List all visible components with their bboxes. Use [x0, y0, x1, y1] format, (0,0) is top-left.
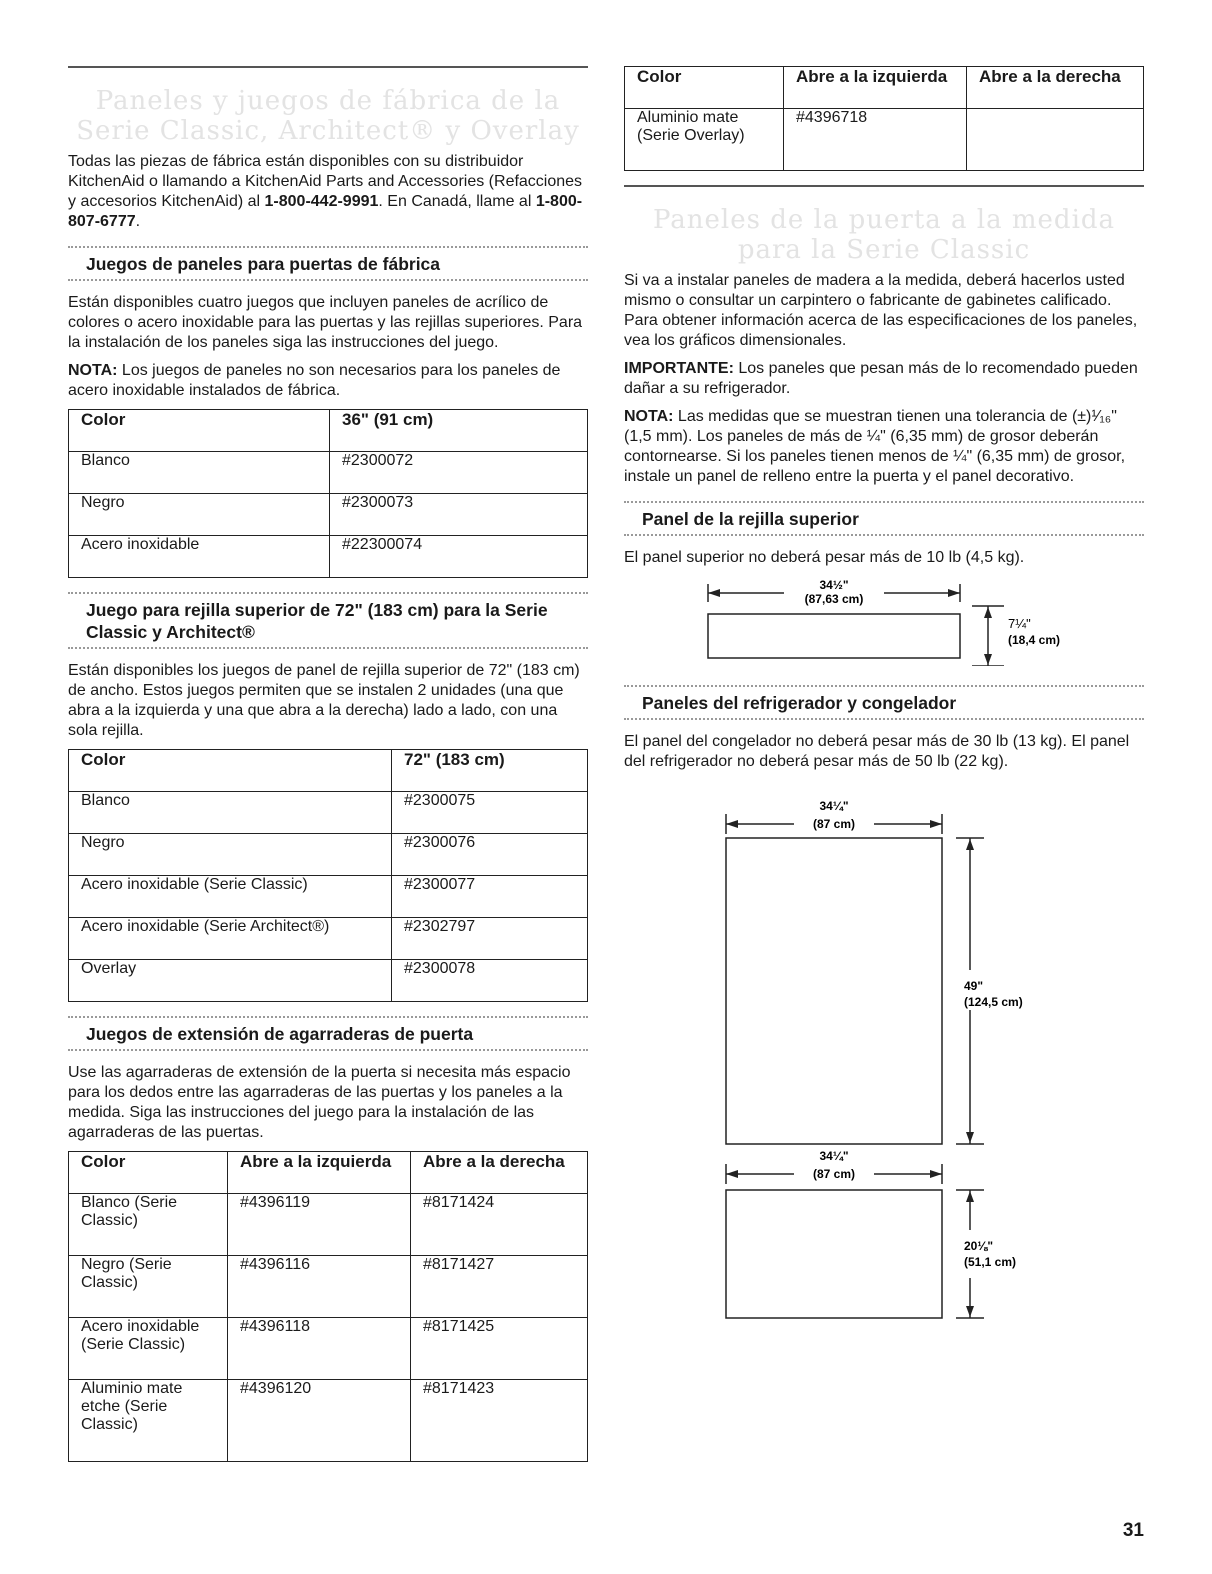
table-header: Abre a la derecha: [411, 1152, 588, 1194]
table-row: Aluminio mate etche (Serie Classic) #4396120 #8171423: [69, 1380, 588, 1462]
table-row: Negro #2300076: [69, 834, 588, 876]
top-height-label: 49": [964, 979, 984, 993]
height-cm-label: (18,4 cm): [1008, 633, 1061, 647]
overlay-table: [624, 66, 1144, 171]
bottom-height-cm-label: (51,1 cm): [964, 1255, 1017, 1269]
table-row: Acero inoxidable (Serie Classic) #2300077: [69, 876, 588, 918]
top-rule: [68, 66, 588, 68]
table-row: Acero inoxidable (Serie Architect®) #2302797: [69, 918, 588, 960]
width-cm-label: (87,63 cm): [804, 592, 864, 606]
table-header: Abre a la izquierda: [228, 1152, 411, 1194]
top-width-cm-label: (87 cm): [812, 817, 856, 831]
custom-panels-paragraph: Si va a instalar paneles de madera a la medida, deberá hacerlos usted mismo o consultar un carpintero o fabricante de gabinetes calificado. Para obtener información acerca de las especificaciones de los paneles, vea los gráficos dimensionales.: [624, 272, 1138, 349]
section-title: Paneles de la puerta a la medida para la Serie Classic: [652, 205, 1116, 265]
height-label: 7¼": [1008, 616, 1031, 631]
table-row: Acero inoxidable (Serie Classic) #4396118 #8171425: [69, 1318, 588, 1380]
table-row: Aluminio mate (Serie Overlay) #4396718: [625, 109, 1144, 171]
handle-extension-paragraph: Use las agarraderas de extensión de la puerta si necesita más espacio para los dedos entre las agarraderas de las puertas y los paneles a la medida. Siga las instrucciones del juego para la instalación de las agarraderas de las puertas.: [68, 1064, 571, 1141]
subheading-fridge-freezer: Paneles del refrigerador y congelador: [624, 685, 1144, 720]
fridge-freezer-paragraph: El panel del congelador no deberá pesar más de 30 lb (13 kg). El panel del refrigerador no deberá pesar más de 50 lb (22 kg).: [624, 733, 1130, 770]
width-label: 34½": [819, 578, 849, 592]
table-header: Abre a la derecha: [967, 67, 1144, 109]
important-note: IMPORTANTE: Los paneles que pesan más de lo recomendado pueden dañar a su refrigerador.: [624, 360, 1138, 397]
intro-paragraph: Todas las piezas de fábrica están disponibles con su distribuidor KitchenAid o llamando a KitchenAid Parts and Accessories (Refacciones y accesorios KitchenAid) al 1-800-442-9991. En Canadá, llame al 1-800-807-6777.: [68, 153, 583, 230]
subheading-door-panels: Juegos de paneles para puertas de fábrica: [68, 246, 588, 281]
section-rule: [624, 185, 1144, 187]
table-header: 36" (91 cm): [330, 410, 588, 452]
table-header: Color: [625, 67, 784, 109]
fridge-freezer-diagram: [624, 780, 1144, 1340]
table-row: Negro #2300073: [69, 494, 588, 536]
grille-kit-paragraph: Están disponibles los juegos de panel de rejilla superior de 72" (183 cm) de ancho. Estos juegos permiten que se instalen 2 unidades (una que abra a la izquierda y una que abra a la derecha) lado a lado, con una sola rejilla.: [68, 662, 580, 739]
tolerance-note: NOTA: Las medidas que se muestran tienen una tolerancia de (±)¹⁄₁₆" (1,5 mm). Los paneles de más de ¼" (6,35 mm) de grosor deberán contornearse. Si los paneles tienen menos de ¼" (6,35 mm) de grosor, instale un panel de relleno entre la puerta y el panel decorativo.: [624, 408, 1126, 485]
handle-extension-table: [68, 1151, 588, 1462]
right-column: [624, 66, 1144, 1345]
subheading-grille-panel: Panel de la rejilla superior: [624, 501, 1144, 536]
table-header: 72" (183 cm): [392, 750, 588, 792]
bottom-width-label: 34¼": [819, 1149, 849, 1163]
table-header: Abre a la izquierda: [784, 67, 967, 109]
table-header: Color: [69, 1152, 228, 1194]
table-header: Color: [69, 410, 330, 452]
grille-panel-paragraph: El panel superior no deberá pesar más de 10 lb (4,5 kg).: [624, 549, 1025, 566]
grille-kit-table: [68, 749, 588, 1002]
door-panels-paragraph: Están disponibles cuatro juegos que incluyen paneles de acrílico de colores o acero inoxidable para las puertas y las rejillas superiores. Para la instalación de los paneles siga las instrucciones del juego.: [68, 294, 583, 351]
top-height-cm-label: (124,5 cm): [964, 995, 1023, 1009]
bottom-width-cm-label: (87 cm): [812, 1167, 856, 1181]
left-column: [68, 66, 588, 1476]
table-row: Acero inoxidable #22300074: [69, 536, 588, 578]
table-row: Blanco #2300072: [69, 452, 588, 494]
subheading-grille-kit: Juego para rejilla superior de 72" (183 cm) para la Serie Classic y Architect®: [68, 592, 588, 649]
section-title: Paneles y juegos de fábrica de la Serie Classic, Architect® y Overlay: [76, 86, 580, 146]
table-row: Blanco #2300075: [69, 792, 588, 834]
table-header: Color: [69, 750, 392, 792]
top-width-label: 34¼": [819, 799, 849, 813]
table-row: Negro (Serie Classic) #4396116 #8171427: [69, 1256, 588, 1318]
table-row: Blanco (Serie Classic) #4396119 #8171424: [69, 1194, 588, 1256]
page-number: 31: [1122, 1520, 1144, 1541]
subheading-handle-extension: Juegos de extensión de agarraderas de puerta: [68, 1016, 588, 1051]
bottom-height-label: 20⅛": [964, 1239, 994, 1253]
grille-panel-diagram: [624, 576, 1144, 666]
door-panels-table: [68, 409, 588, 578]
table-row: Overlay #2300078: [69, 960, 588, 1002]
door-panels-note: NOTA: Los juegos de paneles no son necesarios para los paneles de acero inoxidable instalados de fábrica.: [68, 362, 561, 399]
